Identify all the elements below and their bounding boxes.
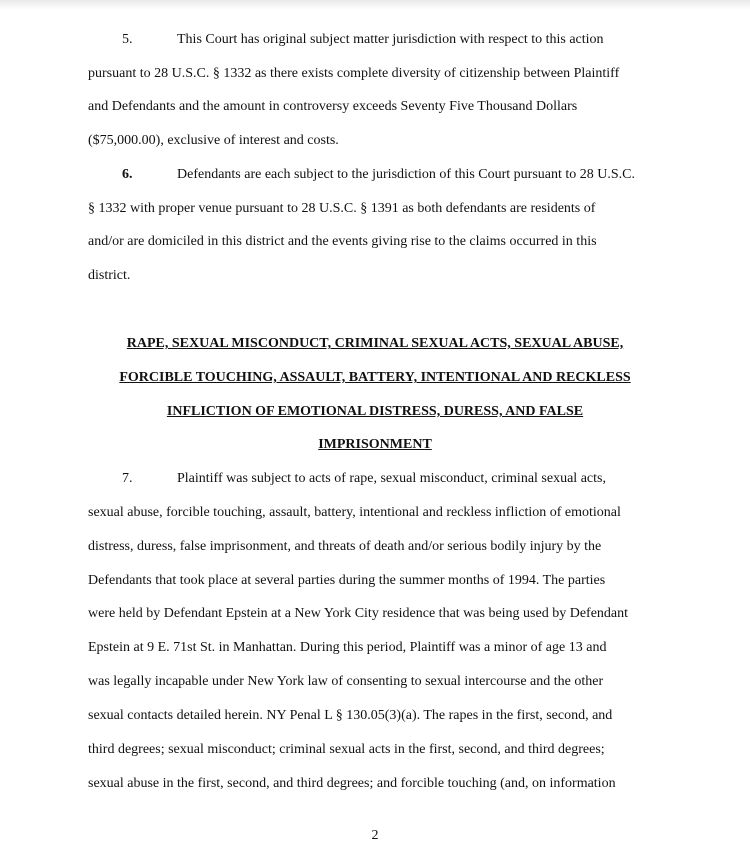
para-5-text: This Court has original subject matter jurisdiction with respect to this action xyxy=(177,32,604,47)
para-7-first-line xyxy=(0,469,750,489)
para-7-line xyxy=(0,672,750,692)
section-heading-line: INFLICTION OF EMOTIONAL DISTRESS, DURESS, AND FALSE xyxy=(166,404,584,419)
para-6-line-text: and/or are domiciled in this district and the events giving rise to the claims occurred in this xyxy=(88,234,597,249)
para-6-number: 6. xyxy=(122,167,133,182)
para-7-line-text: sexual contacts detailed herein. NY Penal L § 130.05(3)(a). The rapes in the first, second, and xyxy=(88,708,613,723)
para-7-line-text: distress, duress, false imprisonment, and threats of death and/or serious bodily injury by the xyxy=(88,539,602,554)
para-6-line xyxy=(0,266,750,286)
para-5-line-text: ($75,000.00), exclusive of interest and costs. xyxy=(88,133,339,148)
para-7-number: 7. xyxy=(122,471,133,486)
para-7-line-text: sexual abuse in the first, second, and third degrees; and forcible touching (and, on information xyxy=(88,776,616,791)
section-heading-line: FORCIBLE TOUCHING, ASSAULT, BATTERY, INTENTIONAL AND RECKLESS xyxy=(119,370,631,385)
para-5-line xyxy=(0,97,750,117)
para-7-line-text: third degrees; sexual misconduct; criminal sexual acts in the first, second, and third degrees; xyxy=(88,742,605,757)
para-5-line-text: and Defendants and the amount in controversy exceeds Seventy Five Thousand Dollars xyxy=(88,99,578,114)
para-6-line-text: § 1332 with proper venue pursuant to 28 U.S.C. § 1391 as both defendants are residents of xyxy=(88,201,596,216)
para-7-line xyxy=(0,537,750,557)
section-heading-line: RAPE, SEXUAL MISCONDUCT, CRIMINAL SEXUAL ACTS, SEXUAL ABUSE, xyxy=(126,336,624,351)
para-7-line xyxy=(0,503,750,523)
para-5-line-text: pursuant to 28 U.S.C. § 1332 as there exists complete diversity of citizenship between Plaintiff xyxy=(88,66,620,81)
para-7-line xyxy=(0,604,750,624)
para-7-text: Plaintiff was subject to acts of rape, sexual misconduct, criminal sexual acts, xyxy=(177,471,606,486)
page-number: 2 xyxy=(371,828,379,843)
para-5-line xyxy=(0,131,750,151)
para-7-line xyxy=(0,638,750,658)
para-7-line-text: was legally incapable under New York law of consenting to sexual intercourse and the other xyxy=(88,674,604,689)
para-6-text: Defendants are each subject to the jurisdiction of this Court pursuant to 28 U.S.C. xyxy=(177,167,636,182)
para-6-first-line xyxy=(0,165,750,185)
para-7-line-text: sexual abuse, forcible touching, assault, battery, intentional and reckless infliction of emotional xyxy=(88,505,621,520)
para-7-line-text: Defendants that took place at several parties during the summer months of 1994. The parties xyxy=(88,573,606,588)
para-6-line xyxy=(0,232,750,252)
section-heading-line: IMPRISONMENT xyxy=(318,437,432,452)
para-7-line xyxy=(0,774,750,794)
para-6-line xyxy=(0,199,750,219)
para-7-line xyxy=(0,571,750,591)
para-5-first-line xyxy=(0,30,750,50)
para-7-line-text: were held by Defendant Epstein at a New York City residence that was being used by Defendant xyxy=(88,606,629,621)
para-7-line xyxy=(0,740,750,760)
para-7-line-text: Epstein at 9 E. 71st St. in Manhattan. During this period, Plaintiff was a minor of age 13 and xyxy=(88,640,607,655)
para-7-line xyxy=(0,706,750,726)
top-edge-shadow xyxy=(0,0,750,10)
para-6-line-text: district. xyxy=(88,268,131,283)
para-5-line xyxy=(0,64,750,84)
para-5-number: 5. xyxy=(122,32,133,47)
